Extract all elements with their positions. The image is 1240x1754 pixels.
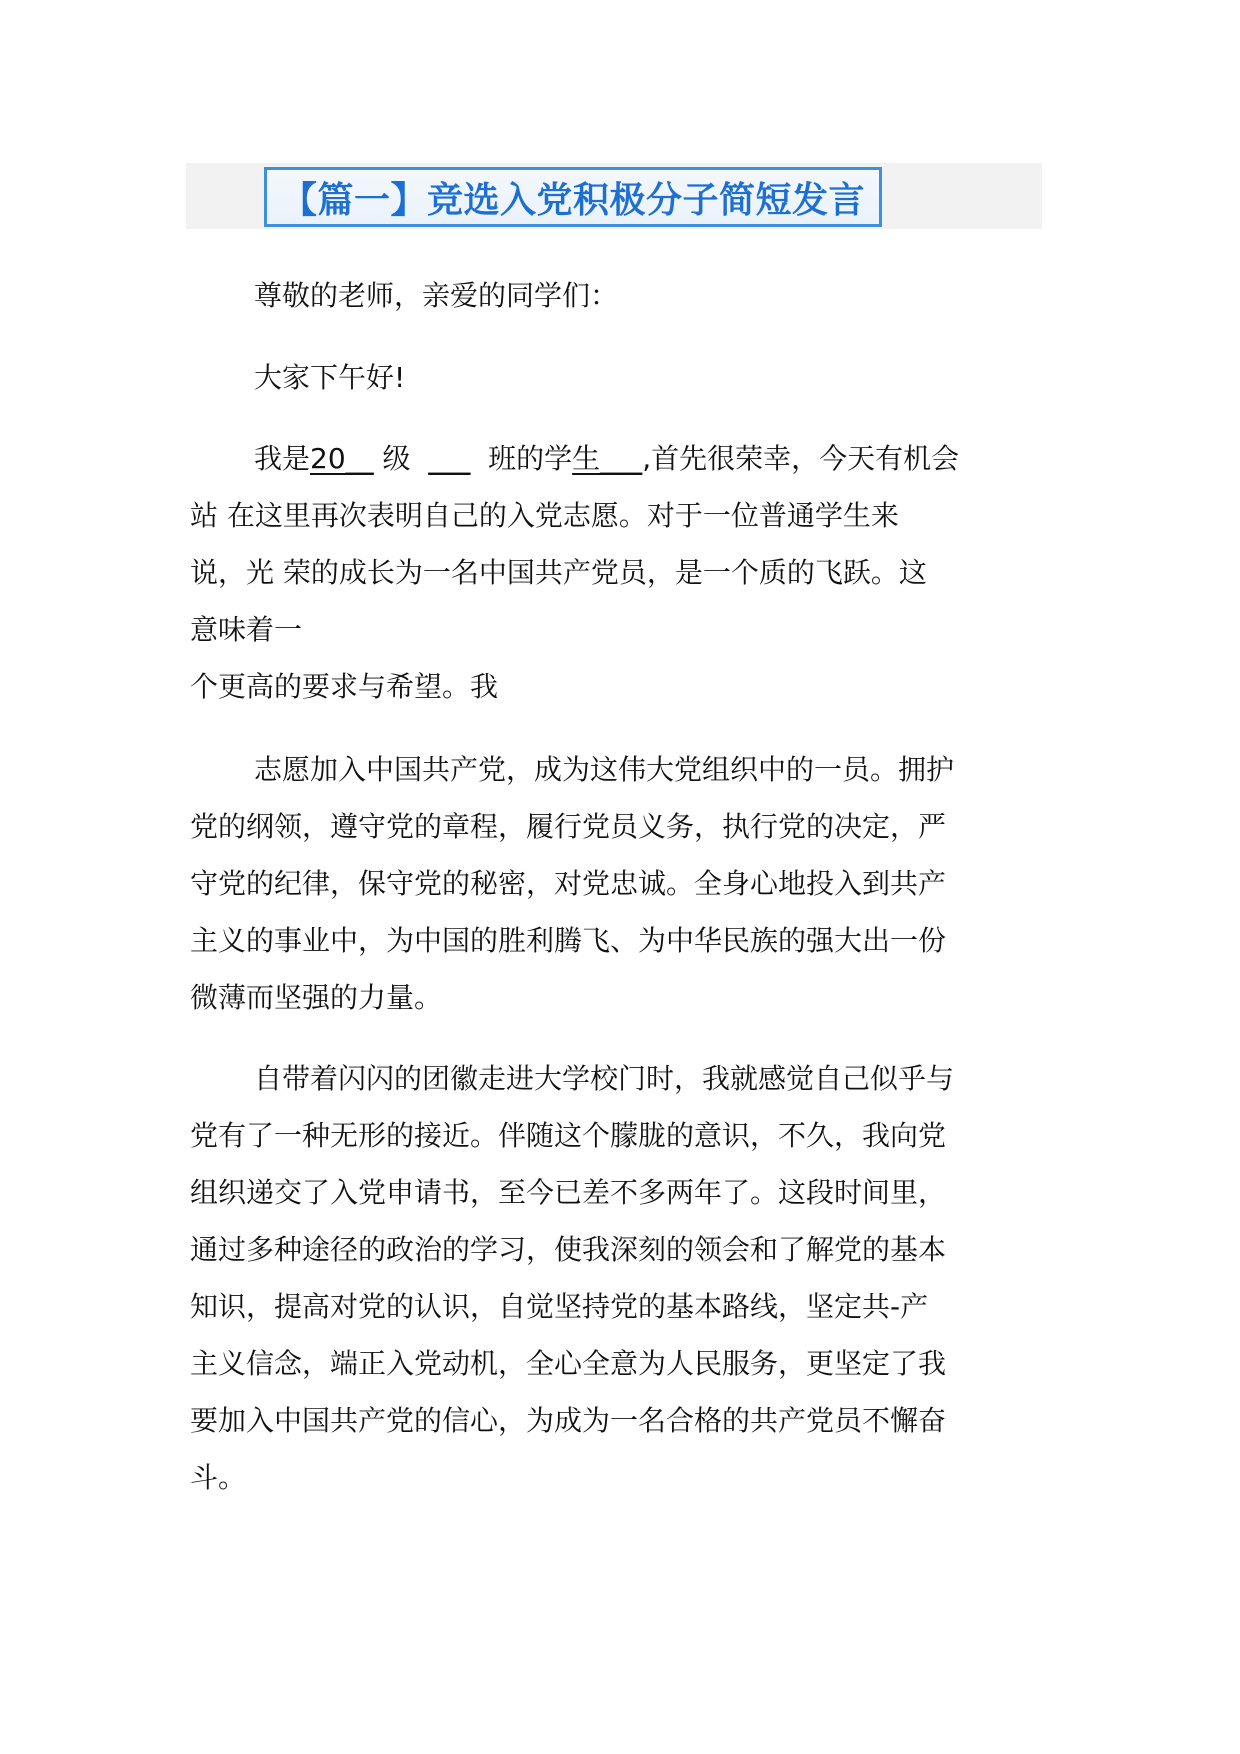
experience-line: 要加入中国共产党的信心，为成为一名合格的共产党员不懈奋	[190, 1404, 947, 1437]
intro-text: ,首先很荣幸，今天有机会	[642, 442, 960, 475]
vow-line: 微薄而坚强的力量。	[190, 981, 443, 1014]
salutation-paragraph	[190, 267, 1056, 324]
vow-line: 主义的事业中，为中国的胜利腾飞、为中华民族的强大出一份	[190, 924, 947, 957]
intro-line-4: 意味着一	[190, 613, 303, 646]
vow-paragraph	[190, 741, 1056, 1026]
intro-line-5: 个更高的要求与希望。我	[190, 670, 499, 703]
experience-line: 主义信念，端正入党动机，全心全意为人民服务，更坚定了我	[190, 1347, 947, 1380]
experience-line: 斗。	[190, 1461, 247, 1494]
vow-line: 守党的纪律，保守党的秘密，对党忠诚。全身心地投入到共产	[190, 867, 947, 900]
experience-line: 组织递交了入党申请书，至今已差不多两年了。这段时间里，	[190, 1176, 947, 1209]
intro-text: 班的学	[470, 442, 573, 475]
experience-line: 自带着闪闪的团徽走进大学校门时，我就感觉自己似乎与	[254, 1062, 955, 1095]
vow-line: 志愿加入中国共产党，成为这伟大党组织中的一员。拥护	[254, 753, 955, 786]
intro-text: 我是	[254, 442, 311, 475]
class-blank: ___	[428, 442, 471, 475]
intro-text: 级	[373, 442, 429, 475]
vow-line: 党的纲领，遵守党的章程，履行党员义务，执行党的决定，严	[190, 810, 947, 843]
experience-line: 党有了一种无形的接近。伴随这个朦胧的意识，不久，我向党	[190, 1119, 947, 1152]
experience-line: 通过多种途径的政治的学习，使我深刻的领会和了解党的基本	[190, 1233, 947, 1266]
experience-paragraph	[190, 1050, 1056, 1506]
name-blank: 生___	[572, 442, 643, 475]
experience-line: 知识，提高对党的认识，自觉坚持党的基本路线，坚定共-产	[190, 1290, 929, 1323]
grade-blank: 20__	[310, 442, 374, 475]
document-title: 【篇一】竞选入党积极分子简短发言	[280, 178, 865, 221]
title-box	[264, 167, 882, 227]
intro-line-1	[190, 430, 1056, 487]
salutation: 尊敬的老师，亲爱的同学们：	[254, 279, 619, 312]
intro-line-2: 站 在这里再次表明自己的入党志愿。对于一位普通学生来	[190, 499, 899, 532]
intro-line-3: 说，光 荣的成长为一名中国共产党员，是一个质的飞跃。这	[190, 556, 927, 589]
greeting: 大家下午好!	[254, 361, 406, 394]
intro-paragraph	[190, 430, 1056, 715]
greeting-paragraph	[190, 349, 1056, 406]
